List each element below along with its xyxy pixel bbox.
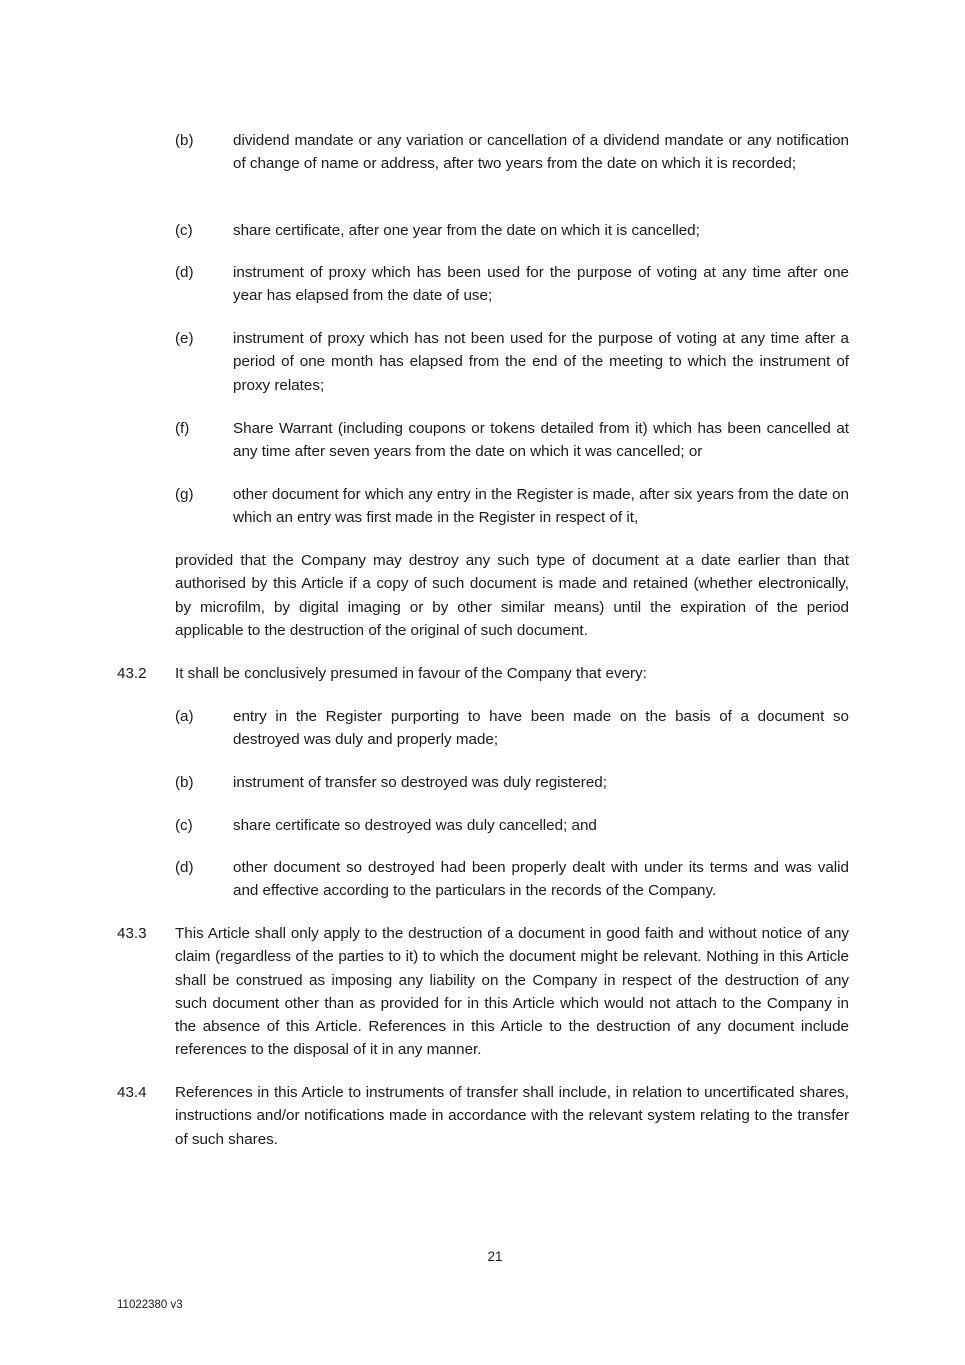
list-item <box>175 705 849 752</box>
clause-number: 43.2 <box>117 665 147 682</box>
item-text: instrument of transfer so destroyed was duly registered; <box>233 774 607 791</box>
item-label: (e) <box>175 330 194 347</box>
clause-number: 43.4 <box>117 1084 147 1101</box>
item-label: (c) <box>175 817 193 834</box>
clause-text: This Article shall only apply to the destruction of a document in good faith and without notice of any claim (regardless of the parties to it) to which the document might be relevant. Nothing in this Article shall be construed as imposing any liability on the Company in respect of the destruction of any such document other than as provided for in this Article which would not attach to the Company in the absence of this Article. References in this Article to the destruction of any document include references to the disposal of it in any manner. <box>175 925 849 1059</box>
item-label: (f) <box>175 420 190 437</box>
list-item <box>175 327 849 397</box>
list-item <box>175 261 849 308</box>
list-item <box>175 483 849 530</box>
item-text: instrument of proxy which has not been used for the purpose of voting at any time after a period of one month has elapsed from the end of the meeting to which the instrument of proxy relates; <box>233 330 849 394</box>
clause-text: References in this Article to instruments of transfer shall include, in relation to uncertificated shares, instructions and/or notifications made in accordance with the relevant system relating to the transfer of such shares. <box>175 1084 849 1148</box>
item-text: other document so destroyed had been properly dealt with under its terms and was valid and effective according to the particulars in the records of the Company. <box>233 859 849 900</box>
list-item <box>175 219 849 242</box>
document-reference: 11022380 v3 <box>117 1299 183 1311</box>
item-label: (b) <box>175 132 194 149</box>
list-item <box>175 129 849 176</box>
list-item <box>175 814 849 837</box>
list-item <box>175 771 849 794</box>
item-label: (b) <box>175 774 194 791</box>
clause-43-4 <box>117 1081 849 1151</box>
item-text: Share Warrant (including coupons or tokens detailed from it) which has been cancelled at any time after seven years from the date on which it was cancelled; or <box>233 420 849 461</box>
item-label: (c) <box>175 222 193 239</box>
item-label: (d) <box>175 264 194 281</box>
list-item <box>175 856 849 903</box>
page-number: 21 <box>487 1249 503 1264</box>
item-text: share certificate, after one year from the date on which it is cancelled; <box>233 222 700 239</box>
list-item <box>175 417 849 464</box>
item-label: (g) <box>175 486 194 503</box>
clause-number: 43.3 <box>117 925 147 942</box>
item-label: (d) <box>175 859 194 876</box>
item-text: dividend mandate or any variation or cancellation of a dividend mandate or any notification of change of name or address, after two years from the date on which it is recorded; <box>233 132 849 173</box>
clause-43-2 <box>117 662 849 685</box>
item-text: share certificate so destroyed was duly cancelled; and <box>233 817 597 834</box>
proviso-paragraph: provided that the Company may destroy any such type of document at a date earlier than that authorised by this Article if a copy of such document is made and retained (whether electronically, by microfilm, by digital imaging or by other similar means) until the expiration of the period applicable to the destruction of the original of such document. <box>175 552 849 639</box>
clause-text: It shall be conclusively presumed in favour of the Company that every: <box>175 665 647 682</box>
item-text: instrument of proxy which has been used for the purpose of voting at any time after one year has elapsed from the date of use; <box>233 264 849 305</box>
item-label: (a) <box>175 708 194 725</box>
item-text: other document for which any entry in the Register is made, after six years from the date on which an entry was first made in the Register in respect of it, <box>233 486 849 527</box>
item-text: entry in the Register purporting to have been made on the basis of a document so destroyed was duly and properly made; <box>233 708 849 749</box>
clause-43-3 <box>117 922 849 1062</box>
